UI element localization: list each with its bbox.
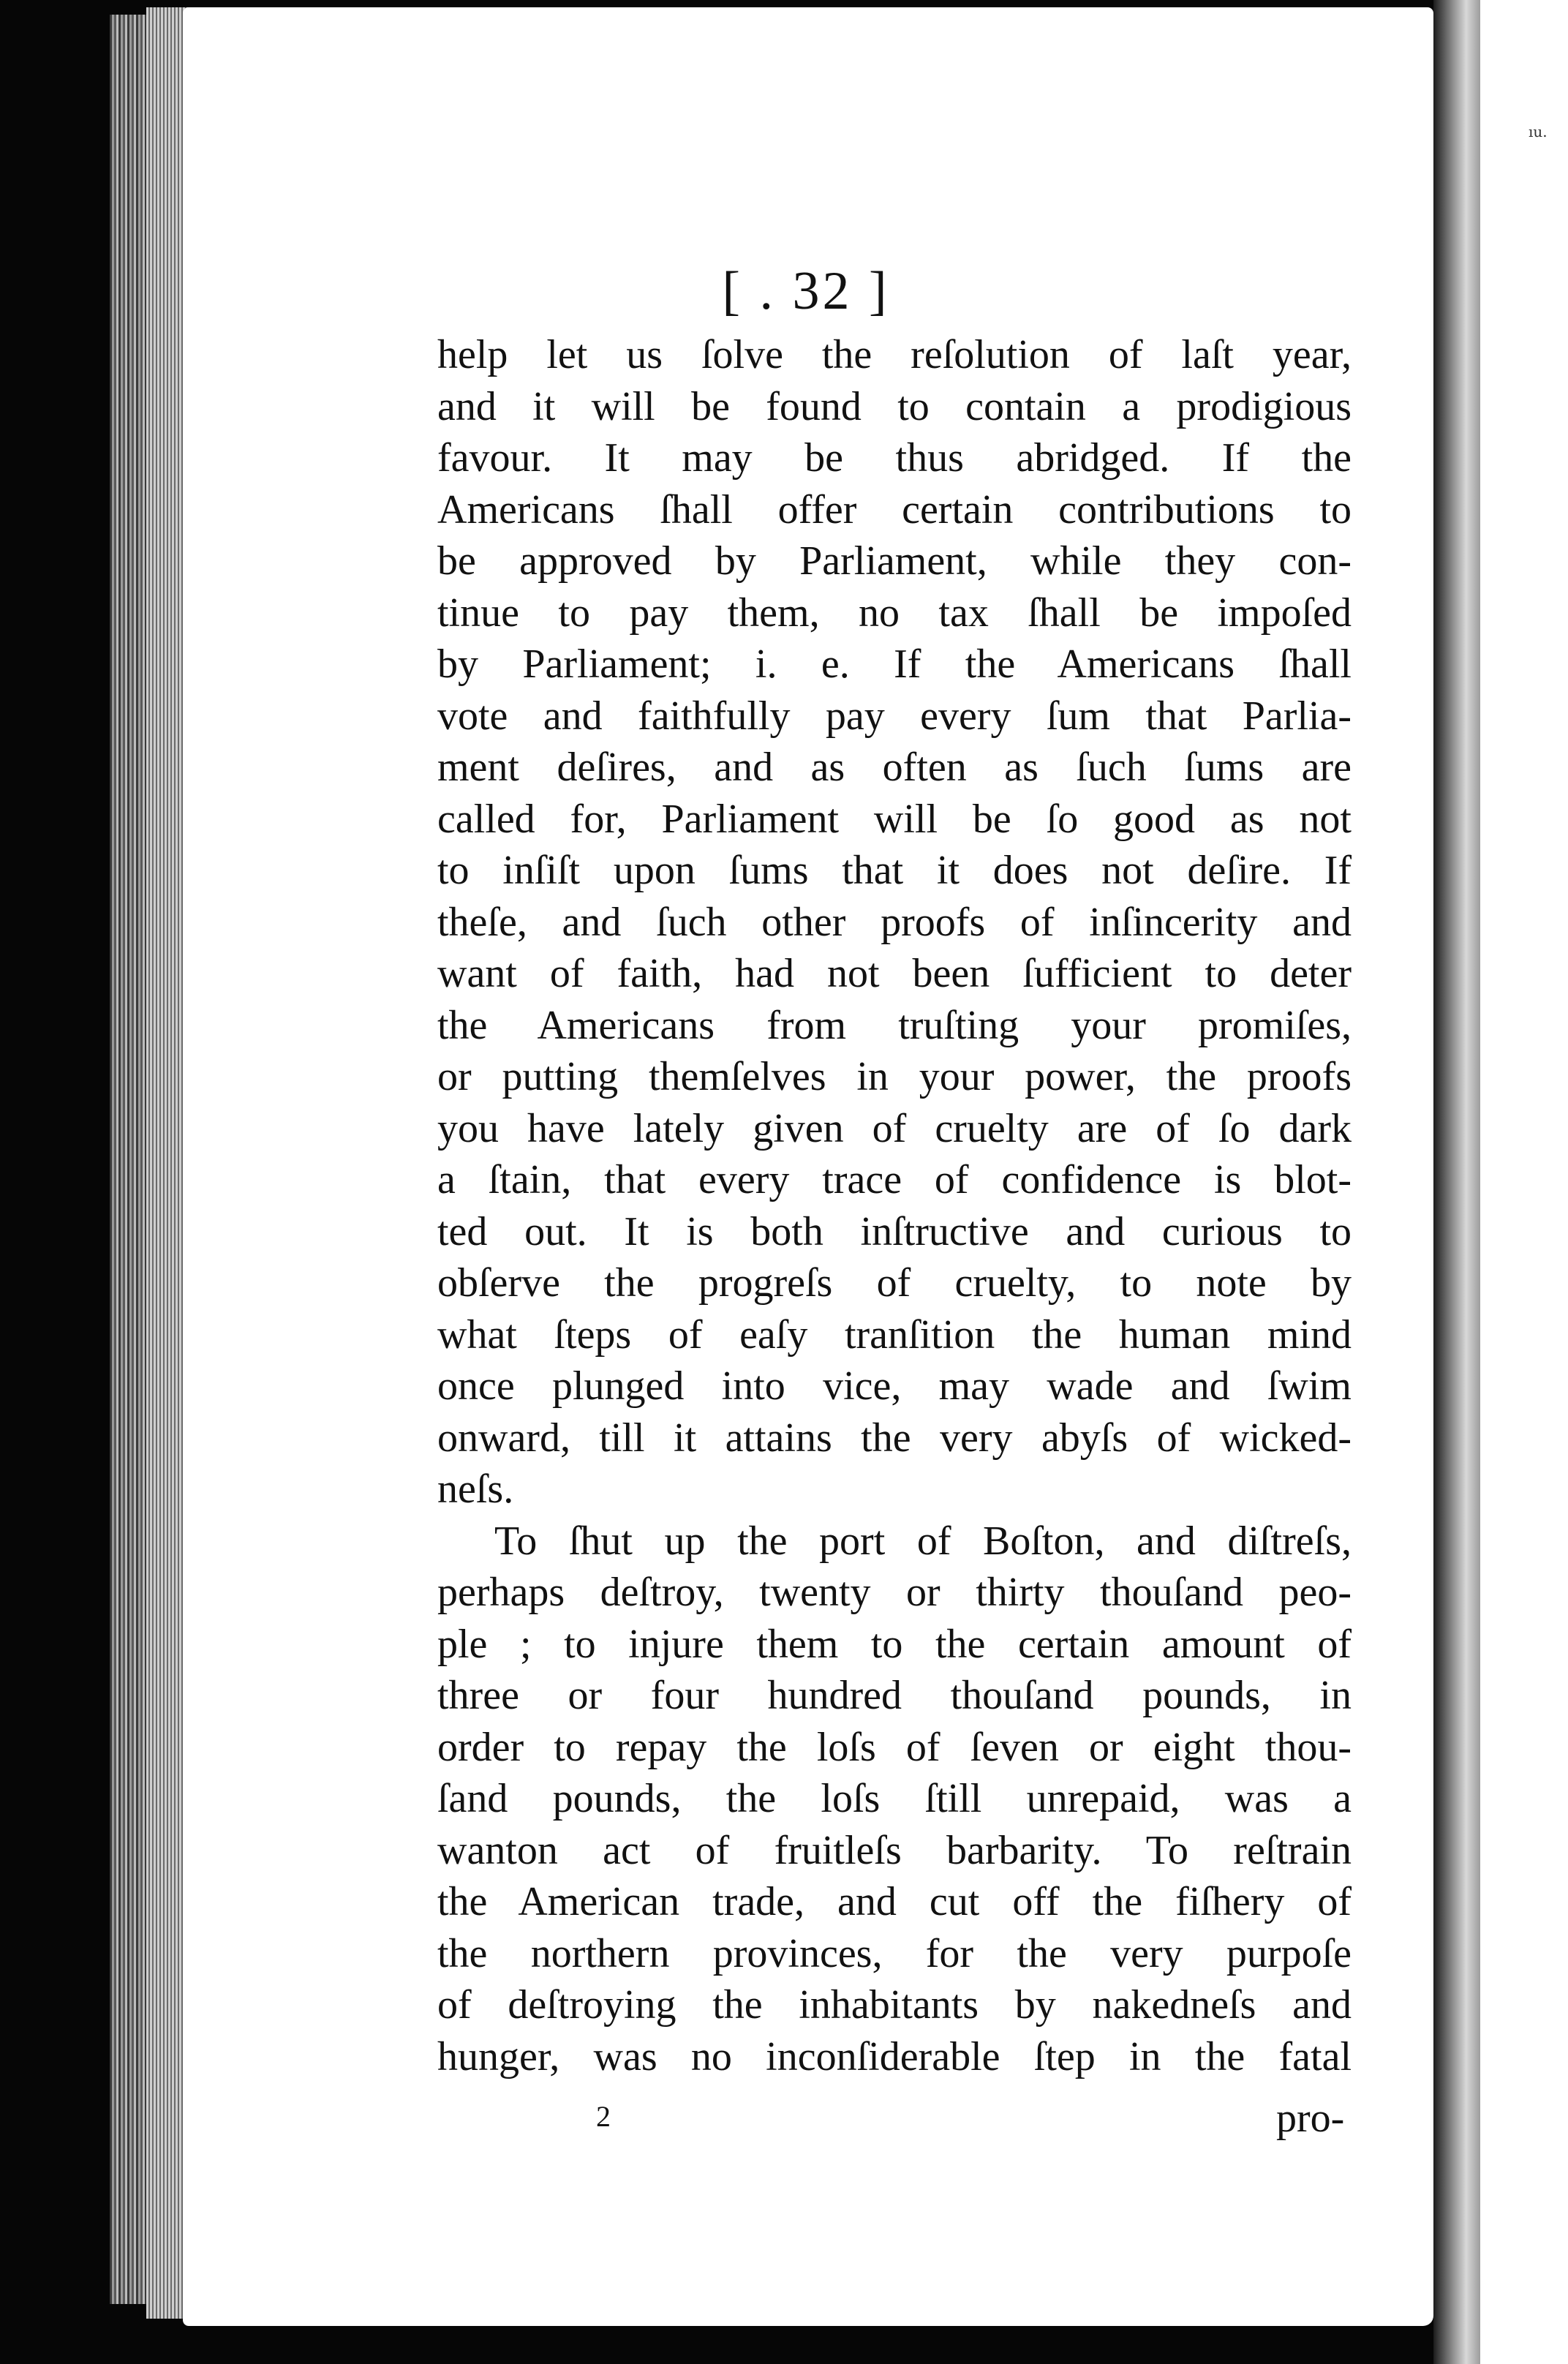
text-line: ment deſires, and as often as ſuch ſums are bbox=[437, 745, 1352, 790]
catchword: pro- bbox=[1276, 2096, 1345, 2141]
paragraph-start-line: To ſhut up the port of Boſton, and diſtreſs, bbox=[494, 1518, 1352, 1564]
text-line: help let us ſolve the reſolution of laſt year, bbox=[437, 332, 1352, 377]
text-line: theſe, and ſuch other proofs of inſincerity and bbox=[437, 899, 1352, 945]
text-line: ſand pounds, the loſs ſtill unrepaid, was a bbox=[437, 1776, 1352, 1821]
text-line: of deſtroying the inhabitants by nakedneſs and bbox=[437, 1982, 1352, 2028]
text-line: favour. It may be thus abridged. If the bbox=[437, 435, 1352, 481]
text-line: tinue to pay them, no tax ſhall be impoſed bbox=[437, 590, 1352, 636]
binding-edge bbox=[1433, 0, 1480, 2364]
text-line: called for, Parliament will be ſo good as not bbox=[437, 796, 1352, 842]
text-line: three or four hundred thouſand pounds, in bbox=[437, 1673, 1352, 1718]
text-line: the northern provinces, for the very purpoſe bbox=[437, 1930, 1352, 1976]
paragraph-end-line: neſs. bbox=[437, 1467, 514, 1512]
text-line: the Americans from truſting your promiſes, bbox=[437, 1002, 1352, 1048]
text-line: you have lately given of cruelty are of ſo dark bbox=[437, 1105, 1352, 1151]
text-line: ted out. It is both inſtructive and curious to bbox=[437, 1208, 1352, 1254]
text-line: obſerve the progreſs of cruelty, to note by bbox=[437, 1260, 1352, 1306]
text-line: be approved by Parliament, while they con- bbox=[437, 538, 1352, 584]
text-line: order to repay the loſs of ſeven or eight thou- bbox=[437, 1724, 1352, 1770]
text-line: a ſtain, that every trace of confidence is blot- bbox=[437, 1157, 1352, 1202]
facing-page-strip bbox=[1480, 0, 1568, 2364]
body-text bbox=[437, 329, 1352, 2082]
text-line: to inſiſt upon ſums that it does not deſire. If bbox=[437, 848, 1352, 893]
text-line: once plunged into vice, may wade and ſwim bbox=[437, 1363, 1352, 1409]
text-line: what ſteps of eaſy tranſition the human mind bbox=[437, 1311, 1352, 1358]
text-line: the American trade, and cut off the fiſhery of bbox=[437, 1879, 1352, 1924]
text-line: ple ; to injure them to the certain amount of bbox=[437, 1621, 1352, 1667]
text-line: perhaps deſtroy, twenty or thirty thouſand peo- bbox=[437, 1570, 1352, 1615]
page-number: [ . 32 ] bbox=[722, 261, 890, 321]
text-line: wanton act of fruitleſs barbarity. To reſtrain bbox=[437, 1827, 1352, 1873]
text-line: by Parliament; i. e. If the Americans ſhall bbox=[437, 641, 1352, 687]
text-line: vote and faithfully pay every ſum that Parlia- bbox=[437, 693, 1352, 739]
text-line: or putting themſelves in your power, the proofs bbox=[437, 1054, 1352, 1099]
text-line: onward, till it attains the very abyſs of wicked- bbox=[437, 1415, 1352, 1461]
margin-mark: ıu. bbox=[1529, 123, 1548, 140]
text-line: want of faith, had not been ſufficient to deter bbox=[437, 951, 1352, 996]
signature-mark: 2 bbox=[596, 2100, 611, 2133]
text-line: Americans ſhall offer certain contributions to bbox=[437, 486, 1352, 532]
text-line: and it will be found to contain a prodigious bbox=[437, 383, 1352, 429]
text-line: hunger, was no inconſiderable ſtep in the fatal bbox=[437, 2033, 1352, 2079]
